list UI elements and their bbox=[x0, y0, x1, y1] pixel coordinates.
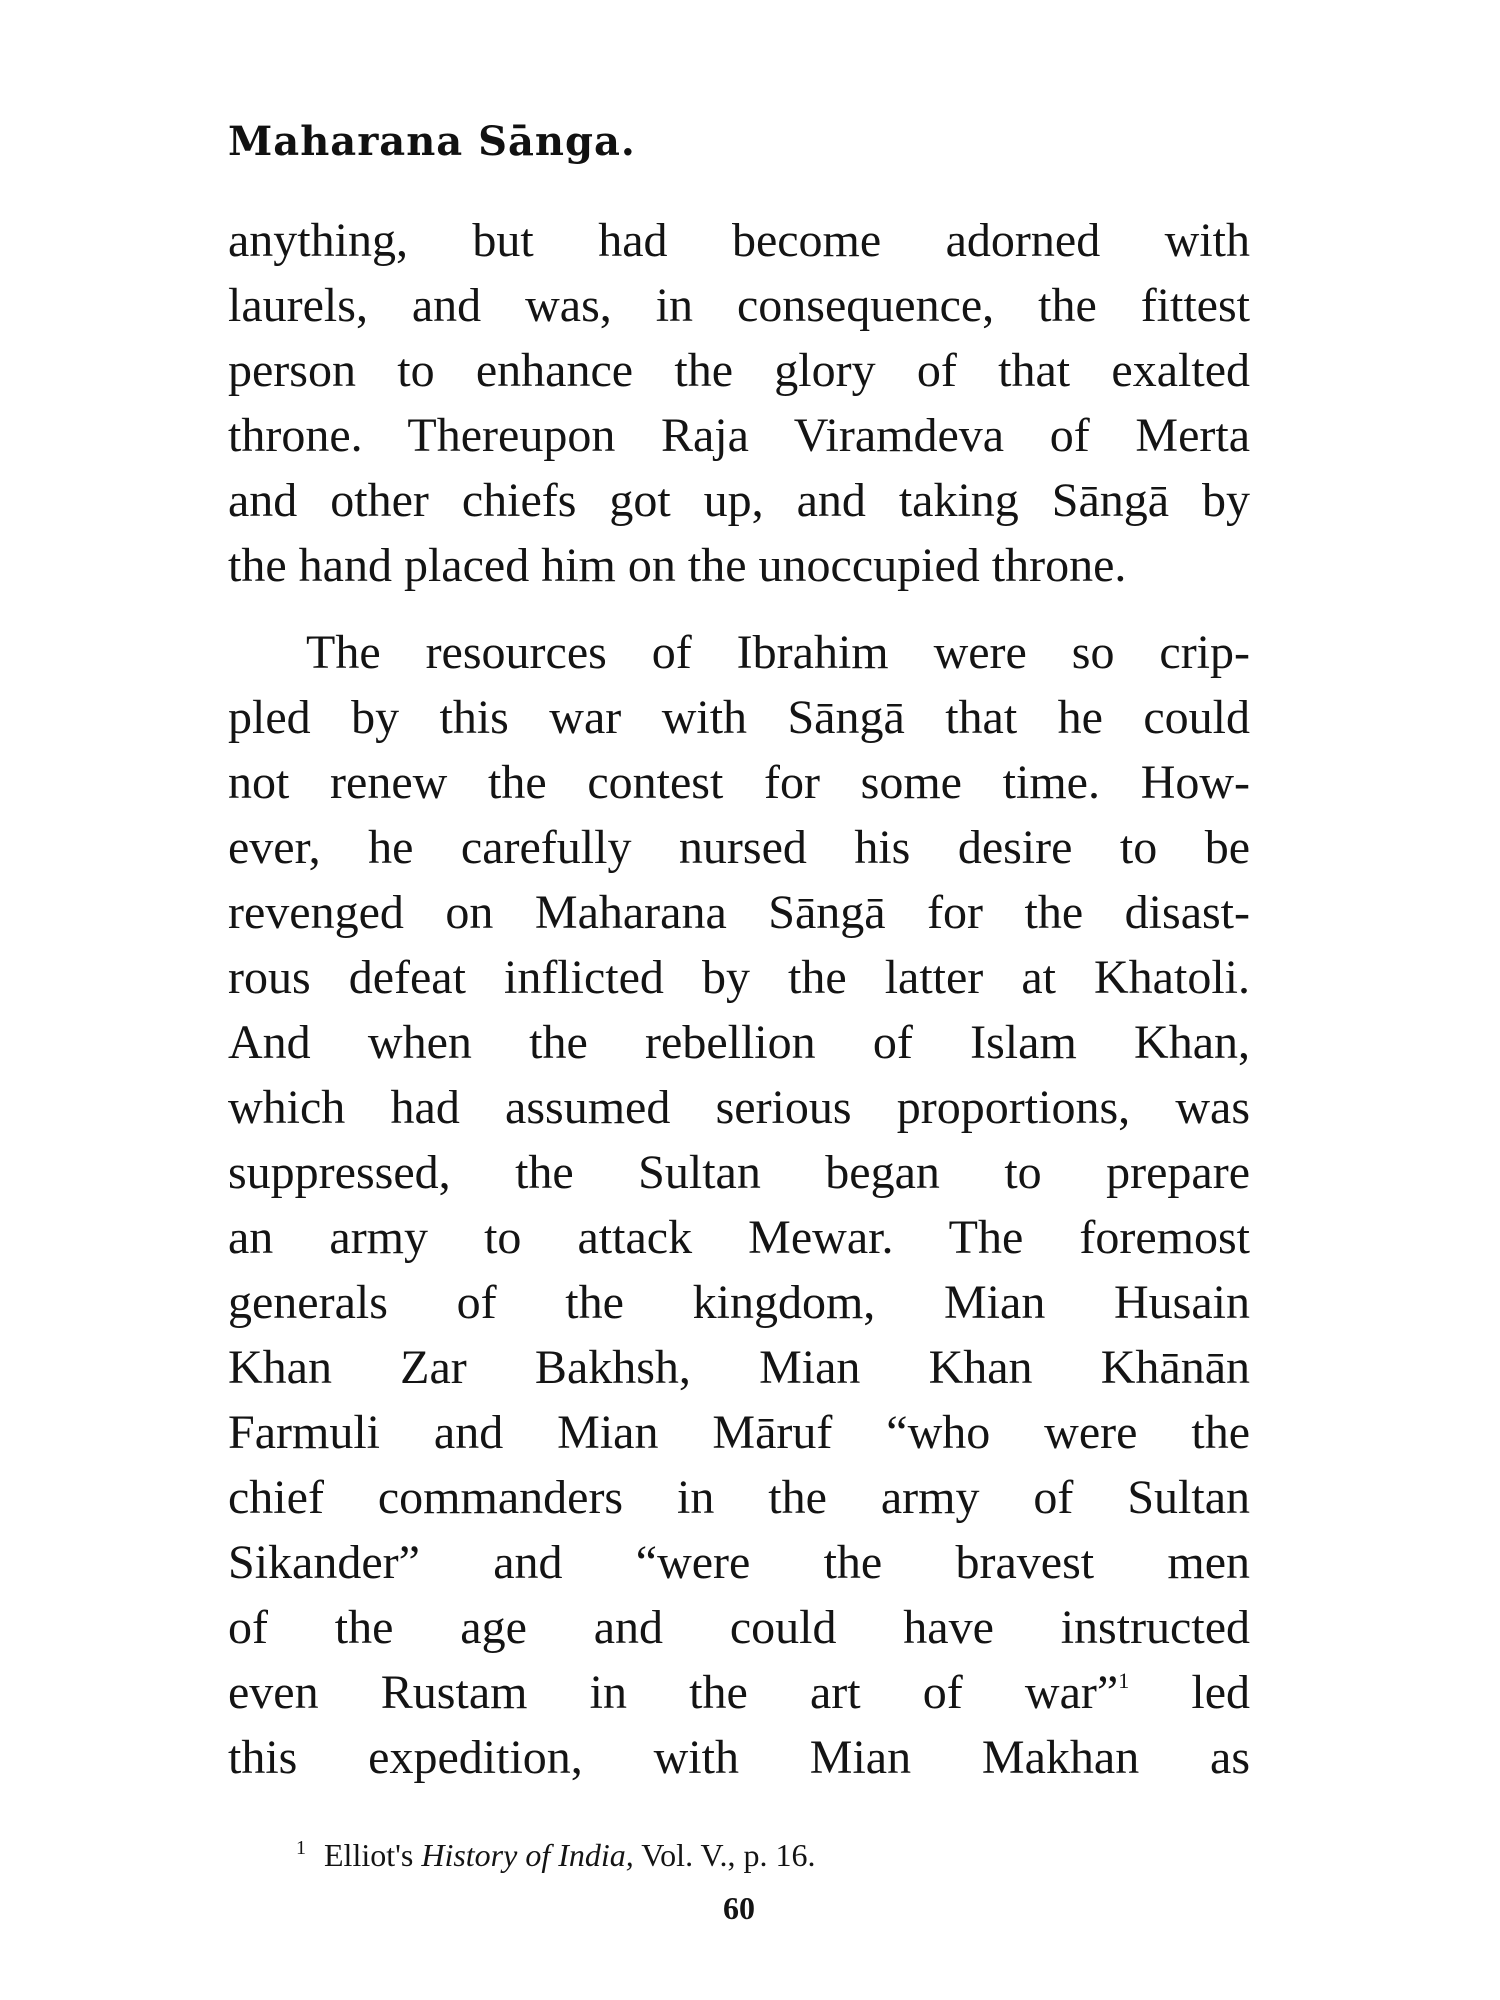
text-line: anything, but had become adorned with bbox=[228, 214, 1250, 267]
text-segment: led bbox=[1191, 1666, 1250, 1719]
text-line: Farmuli and Mian Māruf “who were the bbox=[228, 1406, 1250, 1459]
text-line: which had assumed serious proportions, was bbox=[228, 1081, 1250, 1134]
text-line: an army to attack Mewar. The foremost bbox=[228, 1211, 1250, 1264]
text-line: The resources of Ibrahim were so crip- bbox=[306, 626, 1250, 679]
text-line: this expedition, with Mian Makhan as bbox=[228, 1731, 1250, 1784]
text-line: revenged on Maharana Sāngā for the disast- bbox=[228, 886, 1250, 939]
footnote bbox=[296, 1837, 815, 1874]
text-line: person to enhance the glory of that exalted bbox=[228, 344, 1250, 397]
text-line-with-footnote bbox=[228, 1660, 1250, 1725]
text-line: laurels, and was, in consequence, the fittest bbox=[228, 279, 1250, 332]
running-head: Maharana Sānga. bbox=[228, 118, 636, 165]
text-line: of the age and could have instructed bbox=[228, 1601, 1250, 1654]
text-line: And when the rebellion of Islam Khan, bbox=[228, 1016, 1250, 1069]
footnote-title: History of India, bbox=[421, 1837, 634, 1873]
footnote-reference: Vol. V., p. 16. bbox=[641, 1837, 816, 1873]
text-line: chief commanders in the army of Sultan bbox=[228, 1471, 1250, 1524]
page-number: 60 bbox=[723, 1890, 755, 1926]
text-line: Sikander” and “were the bravest men bbox=[228, 1536, 1250, 1589]
text-line: not renew the contest for some time. How- bbox=[228, 756, 1250, 809]
footnote-author: Elliot's bbox=[324, 1837, 414, 1873]
paragraph-break bbox=[228, 598, 1250, 620]
text-line: suppressed, the Sultan began to prepare bbox=[228, 1146, 1250, 1199]
text-line: Khan Zar Bakhsh, Mian Khan Khānān bbox=[228, 1341, 1250, 1394]
text-line: ever, he carefully nursed his desire to be bbox=[228, 821, 1250, 874]
text-line: rous defeat inflicted by the latter at Khatoli. bbox=[228, 951, 1250, 1004]
footnote-number: 1 bbox=[296, 1837, 306, 1859]
text-segment: even Rustam in the art of war” bbox=[228, 1666, 1119, 1719]
body-text bbox=[228, 208, 1250, 1790]
book-page bbox=[228, 0, 1250, 2000]
text-line: generals of the kingdom, Mian Husain bbox=[228, 1276, 1250, 1329]
text-line: pled by this war with Sāngā that he could bbox=[228, 691, 1250, 744]
text-line: throne. Thereupon Raja Viramdeva of Merta bbox=[228, 409, 1250, 462]
text-line: and other chiefs got up, and taking Sāngā by bbox=[228, 474, 1250, 527]
text-line: the hand placed him on the unoccupied throne. bbox=[228, 539, 1127, 592]
footnote-marker[interactable]: 1 bbox=[1118, 1668, 1130, 1693]
